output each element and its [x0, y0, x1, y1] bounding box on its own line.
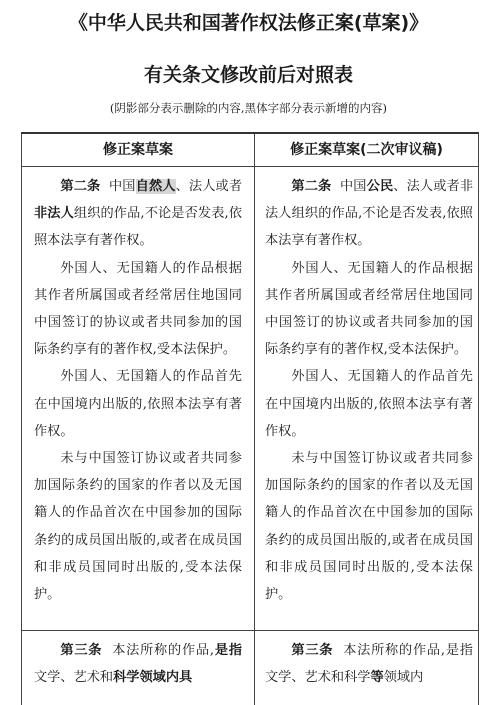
document-title: 《中华人民共和国著作权法修正案(草案)》	[68, 12, 429, 34]
left-art2-para1: 第二条 中国自然人、法人或者非法人组织的作品,不论是否发表,依照本法享有著作权。	[34, 179, 243, 249]
deleted-text-shaded: 自然人	[135, 179, 176, 194]
right-article-3	[265, 631, 473, 691]
comparison-table	[21, 132, 479, 705]
left-art2-para3: 外国人、无国籍人的作品首先在中国境内出版的,依照本法享有著作权。	[34, 369, 242, 439]
column-divider	[254, 134, 255, 705]
left-art2-para4: 未与中国签订协议或者共同参加国际条约的国家的作者以及无国籍人的作品首次在中国参加的国际条约的成员国出版的,或者在成员国和非成员国同时出版的,受本法保护。	[34, 451, 242, 603]
added-text-bold: 是指	[214, 643, 242, 658]
table-header-row	[22, 134, 478, 167]
right-art2-para4: 未与中国签订协议或者共同参加国际条约的国家的作者以及无国籍人的作品首次在中国参加的国际条约的成员国出版的,或者在成员国和非成员国同时出版的,受本法保护。	[265, 451, 473, 603]
added-text-bold: 公民	[366, 179, 394, 194]
left-article-3	[34, 631, 242, 691]
column-header-draft: 修正案草案	[103, 142, 173, 158]
right-art3-para1: 第三条 本法所称的作品,是指文学、艺术和科学等领域内	[265, 643, 473, 686]
added-text-bold: 等	[370, 670, 384, 686]
right-art2-para3: 外国人、无国籍人的作品首先在中国境内出版的,依照本法享有著作权。	[265, 369, 473, 439]
legend-note: (阴影部分表示删除的内容,黑体字部分表示新增的内容)	[109, 101, 388, 115]
added-text-bold: 非法人	[34, 206, 74, 222]
document-subtitle: 有关条文修改前后对照表	[143, 64, 353, 86]
added-text-bold: 科学领域内具	[113, 670, 193, 686]
left-article-2	[34, 167, 242, 608]
left-art3-para1: 第三条 本法所称的作品,是指文学、艺术和科学领域内具	[34, 643, 242, 686]
article-label: 第三条	[60, 643, 103, 658]
right-art2-para2: 外国人、无国籍人的作品根据其作者所属国或者经常居住地国同中国签订的协议或者共同参加的国际条约享有的著作权,受本法保护。	[265, 260, 473, 358]
column-header-second-review: 修正案草案(二次审议稿)	[290, 142, 443, 158]
article-label: 第三条	[291, 643, 334, 658]
right-art2-para1: 第二条 中国公民、法人或者非法人组织的作品,不论是否发表,依照本法享有著作权。	[265, 179, 474, 249]
right-article-2	[265, 167, 473, 608]
article-label: 第二条	[60, 179, 101, 194]
left-art2-para2: 外国人、无国籍人的作品根据其作者所属国或者经常居住地国同中国签订的协议或者共同参加的国际条约享有的著作权,受本法保护。	[34, 260, 242, 358]
article-label: 第二条	[291, 179, 332, 194]
